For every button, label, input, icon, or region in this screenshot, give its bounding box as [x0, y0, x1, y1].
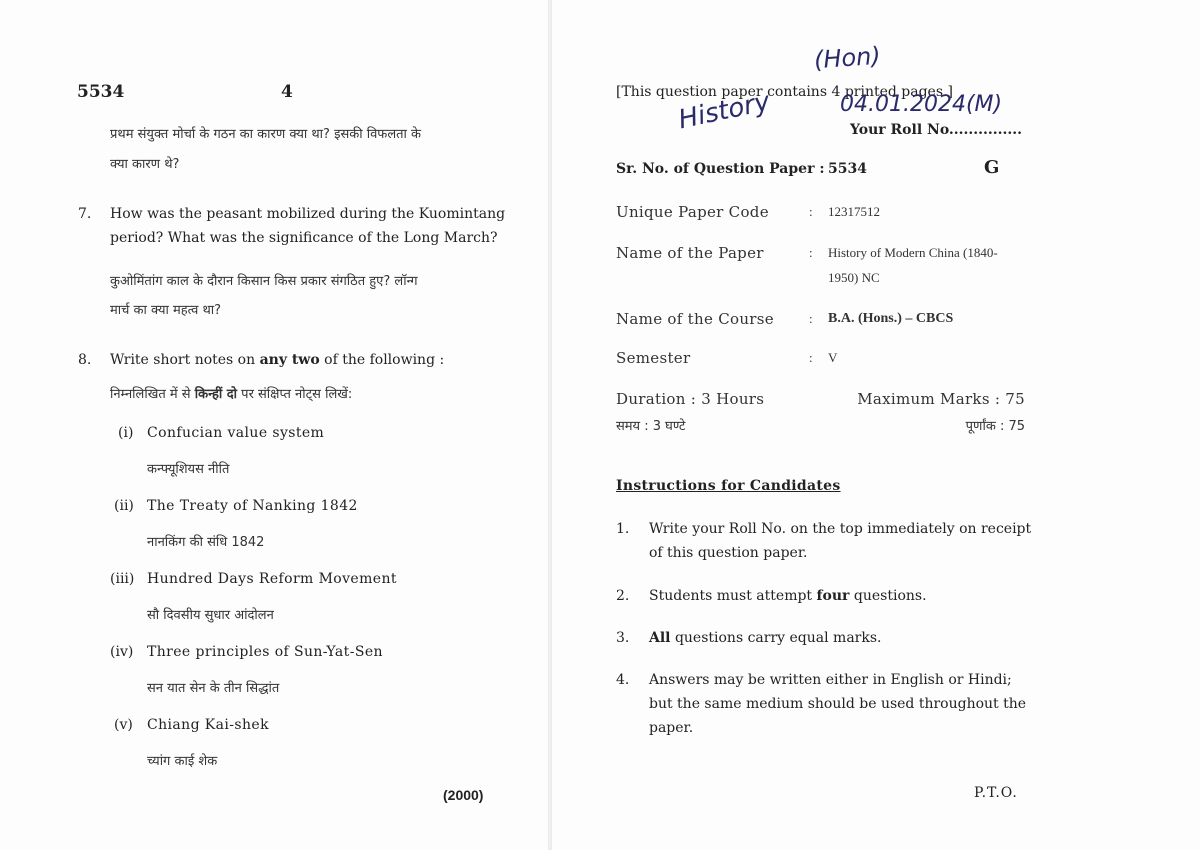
paper-number: 5534 — [77, 82, 125, 102]
item-3-hi: सौ दिवसीय सुधार आंदोलन — [147, 608, 274, 623]
row-label-semester: Semester — [616, 349, 691, 367]
row-value-course: B.A. (Hons.) – CBCS — [828, 311, 954, 326]
max-marks-en: Maximum Marks : 75 — [857, 390, 1025, 408]
sr-no-label: Sr. No. of Question Paper : — [616, 161, 825, 177]
item-2-num: (ii) — [114, 498, 134, 514]
inst-1-line2: of this question paper. — [649, 545, 808, 561]
q8-hi-pre: निम्नलिखित में से — [110, 387, 195, 402]
item-5-hi: च्यांग काई शेक — [147, 754, 218, 769]
left-page — [0, 0, 548, 850]
item-3-num: (iii) — [110, 571, 135, 587]
item-2-hi: नानकिंग की संधि 1842 — [147, 535, 265, 550]
roll-number-field: Your Roll No............... — [850, 122, 1023, 138]
row-label-paper-name: Name of the Paper — [616, 244, 764, 262]
item-4-num: (iv) — [110, 644, 134, 660]
q6-hindi-line2: क्या कारण थे? — [110, 157, 180, 172]
sr-no-value: 5534 — [828, 161, 867, 177]
max-marks-hi: पूर्णांक : 75 — [965, 419, 1025, 434]
instructions-title: Instructions for Candidates — [616, 478, 841, 494]
inst-3-post: questions carry equal marks. — [670, 630, 882, 646]
item-2-en: The Treaty of Nanking 1842 — [147, 498, 358, 514]
row-label-course: Name of the Course — [616, 310, 774, 328]
q7-hi-line1: कुओमिंतांग काल के दौरान किसान किस प्रकार संगठित हुए? लॉन्ग — [110, 274, 418, 289]
item-1-num: (i) — [118, 425, 134, 441]
row-label-paper-code: Unique Paper Code — [616, 203, 769, 221]
item-1-hi: कन्फ्यूशियस नीति — [147, 462, 230, 477]
q7-en-line1: How was the peasant mobilized during the Kuomintang — [110, 206, 506, 222]
q8-en-pre: Write short notes on — [110, 352, 260, 368]
row-value-paper-code: 12317512 — [828, 204, 880, 219]
q7-en-line2: period? What was the significance of the Long March? — [110, 230, 498, 246]
item-5-num: (v) — [114, 717, 133, 733]
q8-hi-post: पर संक्षिप्त नोट्स लिखें: — [237, 387, 353, 402]
inst-3-bold: All — [649, 630, 671, 646]
inst-1-line1: Write your Roll No. on the top immediately on receipt — [649, 521, 1032, 537]
q6-hindi-line1: प्रथम संयुक्त मोर्चा के गठन का कारण क्या था? इसकी विफलता के — [110, 127, 422, 142]
q8-hi — [110, 384, 352, 402]
row-colon-3: : — [809, 311, 813, 326]
inst-4-line1: Answers may be written either in English or Hindi; — [649, 672, 1012, 688]
item-1-en: Confucian value system — [147, 425, 325, 441]
row-colon-2: : — [809, 245, 813, 260]
q8-number: 8. — [78, 352, 92, 368]
duration-en: Duration : 3 Hours — [616, 390, 765, 408]
inst-2-post: questions. — [849, 588, 927, 604]
handwritten-date: 04.01.2024(M) — [840, 92, 1003, 117]
q8-en-bold: any two — [259, 352, 320, 368]
inst-4-line3: paper. — [649, 720, 694, 736]
set-letter: G — [984, 157, 1000, 178]
inst-2-bold: four — [816, 588, 850, 604]
page-number: 4 — [281, 82, 293, 102]
header-note: [This question paper contains 4 printed pages.] — [616, 84, 953, 100]
item-5-en: Chiang Kai-shek — [147, 717, 269, 733]
row-colon-1: : — [809, 204, 813, 219]
handwritten-hons: (Hon) — [813, 41, 882, 75]
pto-label: P.T.O. — [974, 785, 1018, 801]
inst-2 — [649, 588, 927, 604]
item-3-en: Hundred Days Reform Movement — [147, 571, 397, 587]
item-4-en: Three principles of Sun-Yat-Sen — [147, 644, 383, 660]
handwritten-subject: History — [675, 86, 773, 136]
item-4-hi: सन यात सेन के तीन सिद्धांत — [147, 681, 280, 696]
q8-hi-bold: किन्हीं दो — [194, 387, 238, 402]
row-value-paper-name: History of Modern China (1840- — [828, 245, 998, 260]
inst-4-line2: but the same medium should be used throughout the — [649, 696, 1027, 712]
print-count: (2000) — [443, 787, 484, 803]
inst-1-num: 1. — [616, 521, 630, 537]
q8-en-post: of the following : — [319, 352, 445, 368]
inst-3 — [649, 630, 881, 646]
inst-2-num: 2. — [616, 588, 630, 604]
right-page — [552, 0, 1200, 850]
row-value-paper-name-2: 1950) NC — [828, 270, 880, 285]
inst-3-num: 3. — [616, 630, 630, 646]
inst-4-num: 4. — [616, 672, 630, 688]
inst-2-pre: Students must attempt — [649, 588, 817, 604]
q7-number: 7. — [78, 206, 92, 222]
q8-en — [110, 352, 444, 368]
q7-hi-line2: मार्च का क्या महत्व था? — [110, 303, 222, 318]
row-value-semester: V — [828, 350, 838, 365]
duration-hi: समय : 3 घण्टे — [616, 419, 686, 434]
row-colon-4: : — [809, 350, 813, 365]
